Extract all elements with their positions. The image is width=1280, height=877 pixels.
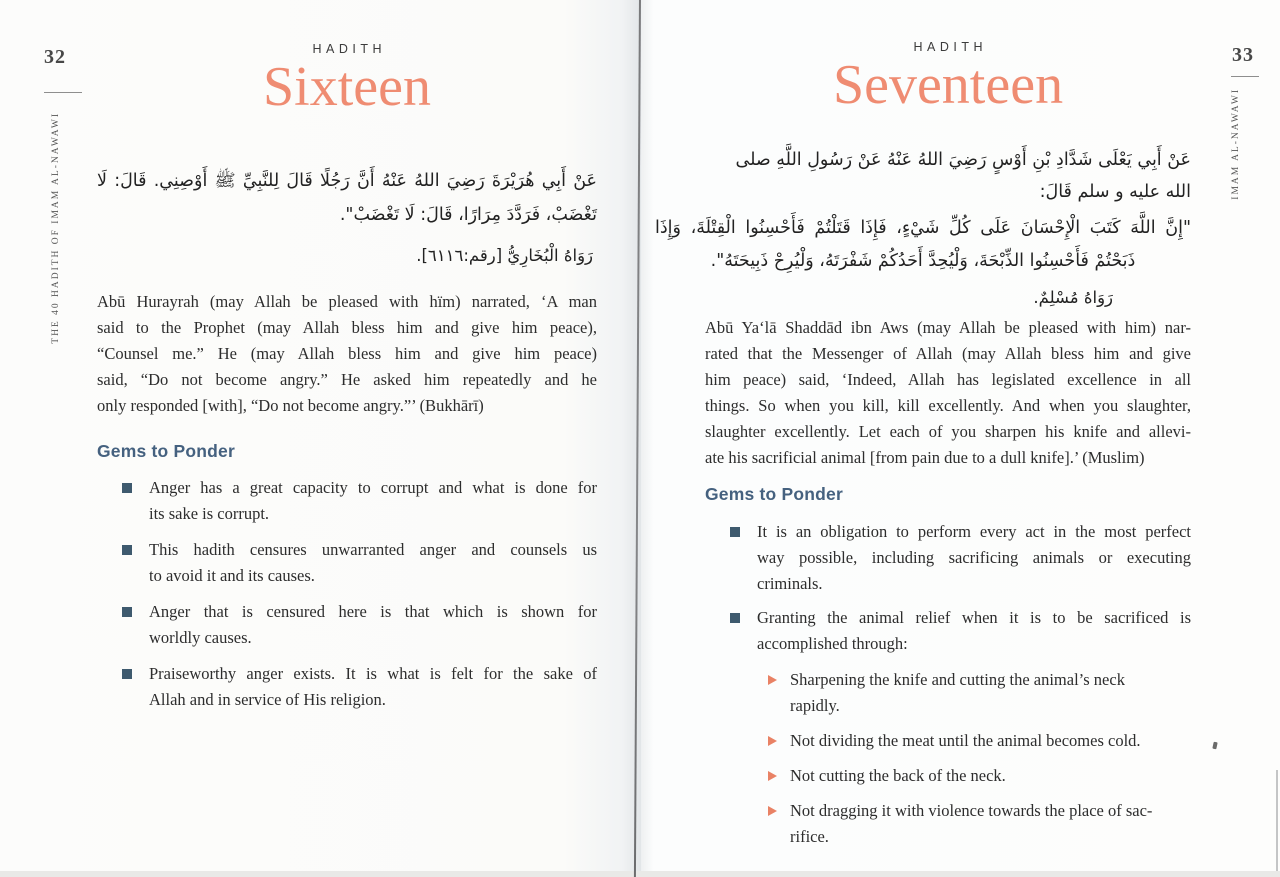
gem-item <box>122 661 597 713</box>
square-bullet-icon <box>122 483 132 493</box>
triangle-bullet-icon <box>768 806 777 816</box>
chapter-title-seventeen: Seventeen <box>832 54 1064 116</box>
sub-gem-text: Sharpening the knife and cutting the animal’s neck rapidly. <box>790 670 1125 715</box>
square-bullet-icon <box>122 607 132 617</box>
left-page-content <box>97 0 597 723</box>
sub-gem-item <box>768 728 1191 754</box>
triangle-bullet-icon <box>768 736 777 746</box>
arabic-hadith-text-left: عَنْ أَبِي هُرَيْرَةَ رَضِيَ اللهُ عَنْهُ أَنَّ رَجُلًا قَالَ لِلنَّبِيِّ ﷺ أَوْصِنِي. قَالَ: لَا تَغْضَبْ، فَرَدَّدَ مِرَارًا، قَالَ: لَا تَغْضَبْ". <box>97 171 597 225</box>
gem-list-right <box>705 519 1191 859</box>
square-bullet-icon <box>730 527 740 537</box>
gem-text: Anger has a great capacity to corrupt and what is done for its sake is corrupt. <box>149 478 597 523</box>
page-number-rule-left <box>44 92 82 93</box>
sub-gem-item <box>768 798 1191 850</box>
page-edge-shadow <box>1276 770 1278 871</box>
hadith-kicker-right: HADITH <box>913 40 988 54</box>
square-bullet-icon <box>122 545 132 555</box>
sub-gem-text: Not dragging it with violence towards the place of sac- rifice. <box>790 801 1153 846</box>
translation-right: Abū Ya‘lā Shaddād ibn Aws (may Allah be pleased with him) nar- rated that the Messenger of Allah (may Allah bless him and give him peace) said, ‘Indeed, Allah has legislated excellence in all things. So when you kill, kill excellently. And when you slaughter, slaughter excellently. Let each of you sharpen his knife and allevi- ate his sacrificial animal [from pain due to a dull knife].’ (Muslim) <box>705 318 1191 467</box>
sub-gem-item <box>768 763 1191 789</box>
gems-heading-left: Gems to Ponder <box>97 441 235 461</box>
square-bullet-icon <box>730 613 740 623</box>
triangle-bullet-icon <box>768 771 777 781</box>
gem-text: It is an obligation to perform every act in the most perfect way possible, including sacrificing animals or executing criminals. <box>757 522 1191 593</box>
gem-item <box>122 537 597 589</box>
sub-gem-text: Not cutting the back of the neck. <box>790 766 1006 785</box>
gem-text: Granting the animal relief when it is to be sacrificed is accomplished through: <box>757 608 1191 653</box>
gems-heading-right: Gems to Ponder <box>705 484 843 504</box>
gem-item <box>122 599 597 651</box>
square-bullet-icon <box>122 669 132 679</box>
sub-gem-text: Not dividing the meat until the animal becomes cold. <box>790 731 1141 750</box>
sub-gem-list <box>768 667 1191 850</box>
chapter-title-sixteen: Sixteen <box>263 56 431 118</box>
page-number-right: 33 <box>1232 44 1254 66</box>
gem-item <box>730 519 1191 597</box>
gem-list-left <box>97 475 597 713</box>
page-right <box>641 0 1280 871</box>
running-head-left: THE 40 HADITH OF IMAM AL-NAWAWI <box>51 112 61 344</box>
page-number-left: 32 <box>44 46 66 68</box>
sub-gem-item <box>768 667 1191 719</box>
page-left <box>0 0 641 871</box>
arabic-source-muslim: رَوَاهُ مُسْلِمٌ. <box>1033 288 1113 307</box>
gem-item <box>122 475 597 527</box>
gem-text: Praiseworthy anger exists. It is what is felt for the sake of Allah and in service of His religion. <box>149 664 597 709</box>
gem-item <box>730 605 1191 859</box>
right-page-content <box>655 0 1191 867</box>
arabic-isnad-right: عَنْ أَبِي يَعْلَى شَدَّادِ بْنِ أَوْسٍ رَضِيَ اللهُ عَنْهُ عَنْ رَسُولِ اللَّهِ صلى الله عليه و سلم قَالَ: <box>735 150 1191 202</box>
arabic-hadith-text-right: "إِنَّ اللَّهَ كَتَبَ الْإِحْسَانَ عَلَى كُلِّ شَيْءٍ، فَإِذَا قَتَلْتُمْ فَأَحْسِنُوا الْقِتْلَةَ، وَإِذَا ذَبَحْتُمْ فَأَحْسِنُوا الذِّبْحَةَ، وَلْيُحِدَّ أَحَدُكُمْ شَفْرَتَهُ، وَلْيُرِحْ ذَبِيحَتَهُ". <box>655 218 1191 271</box>
triangle-bullet-icon <box>768 675 777 685</box>
gem-text: This hadith censures unwarranted anger and counsels us to avoid it and its causes. <box>149 540 597 585</box>
gem-text: Anger that is censured here is that which is shown for worldly causes. <box>149 602 597 647</box>
arabic-source-bukhari: رَوَاهُ الْبُخَارِيُّ [رقم:٦١١٦]. <box>416 246 593 265</box>
hadith-kicker-left: HADITH <box>312 42 387 56</box>
page-number-rule-right <box>1231 76 1259 77</box>
running-head-right: IMAM AL-NAWAWI <box>1231 88 1241 200</box>
translation-left: Abū Hurayrah (may Allah be pleased with hïm) narrated, ‘A man said to the Prophet (may Allah bless him and give him peace), “Counsel me.” He (may Allah bless him and give him peace) said, “Do not become angry.” He asked him repeatedly and he only responded [with], “Do not become angry.”’ (Bukhārī) <box>97 292 597 415</box>
